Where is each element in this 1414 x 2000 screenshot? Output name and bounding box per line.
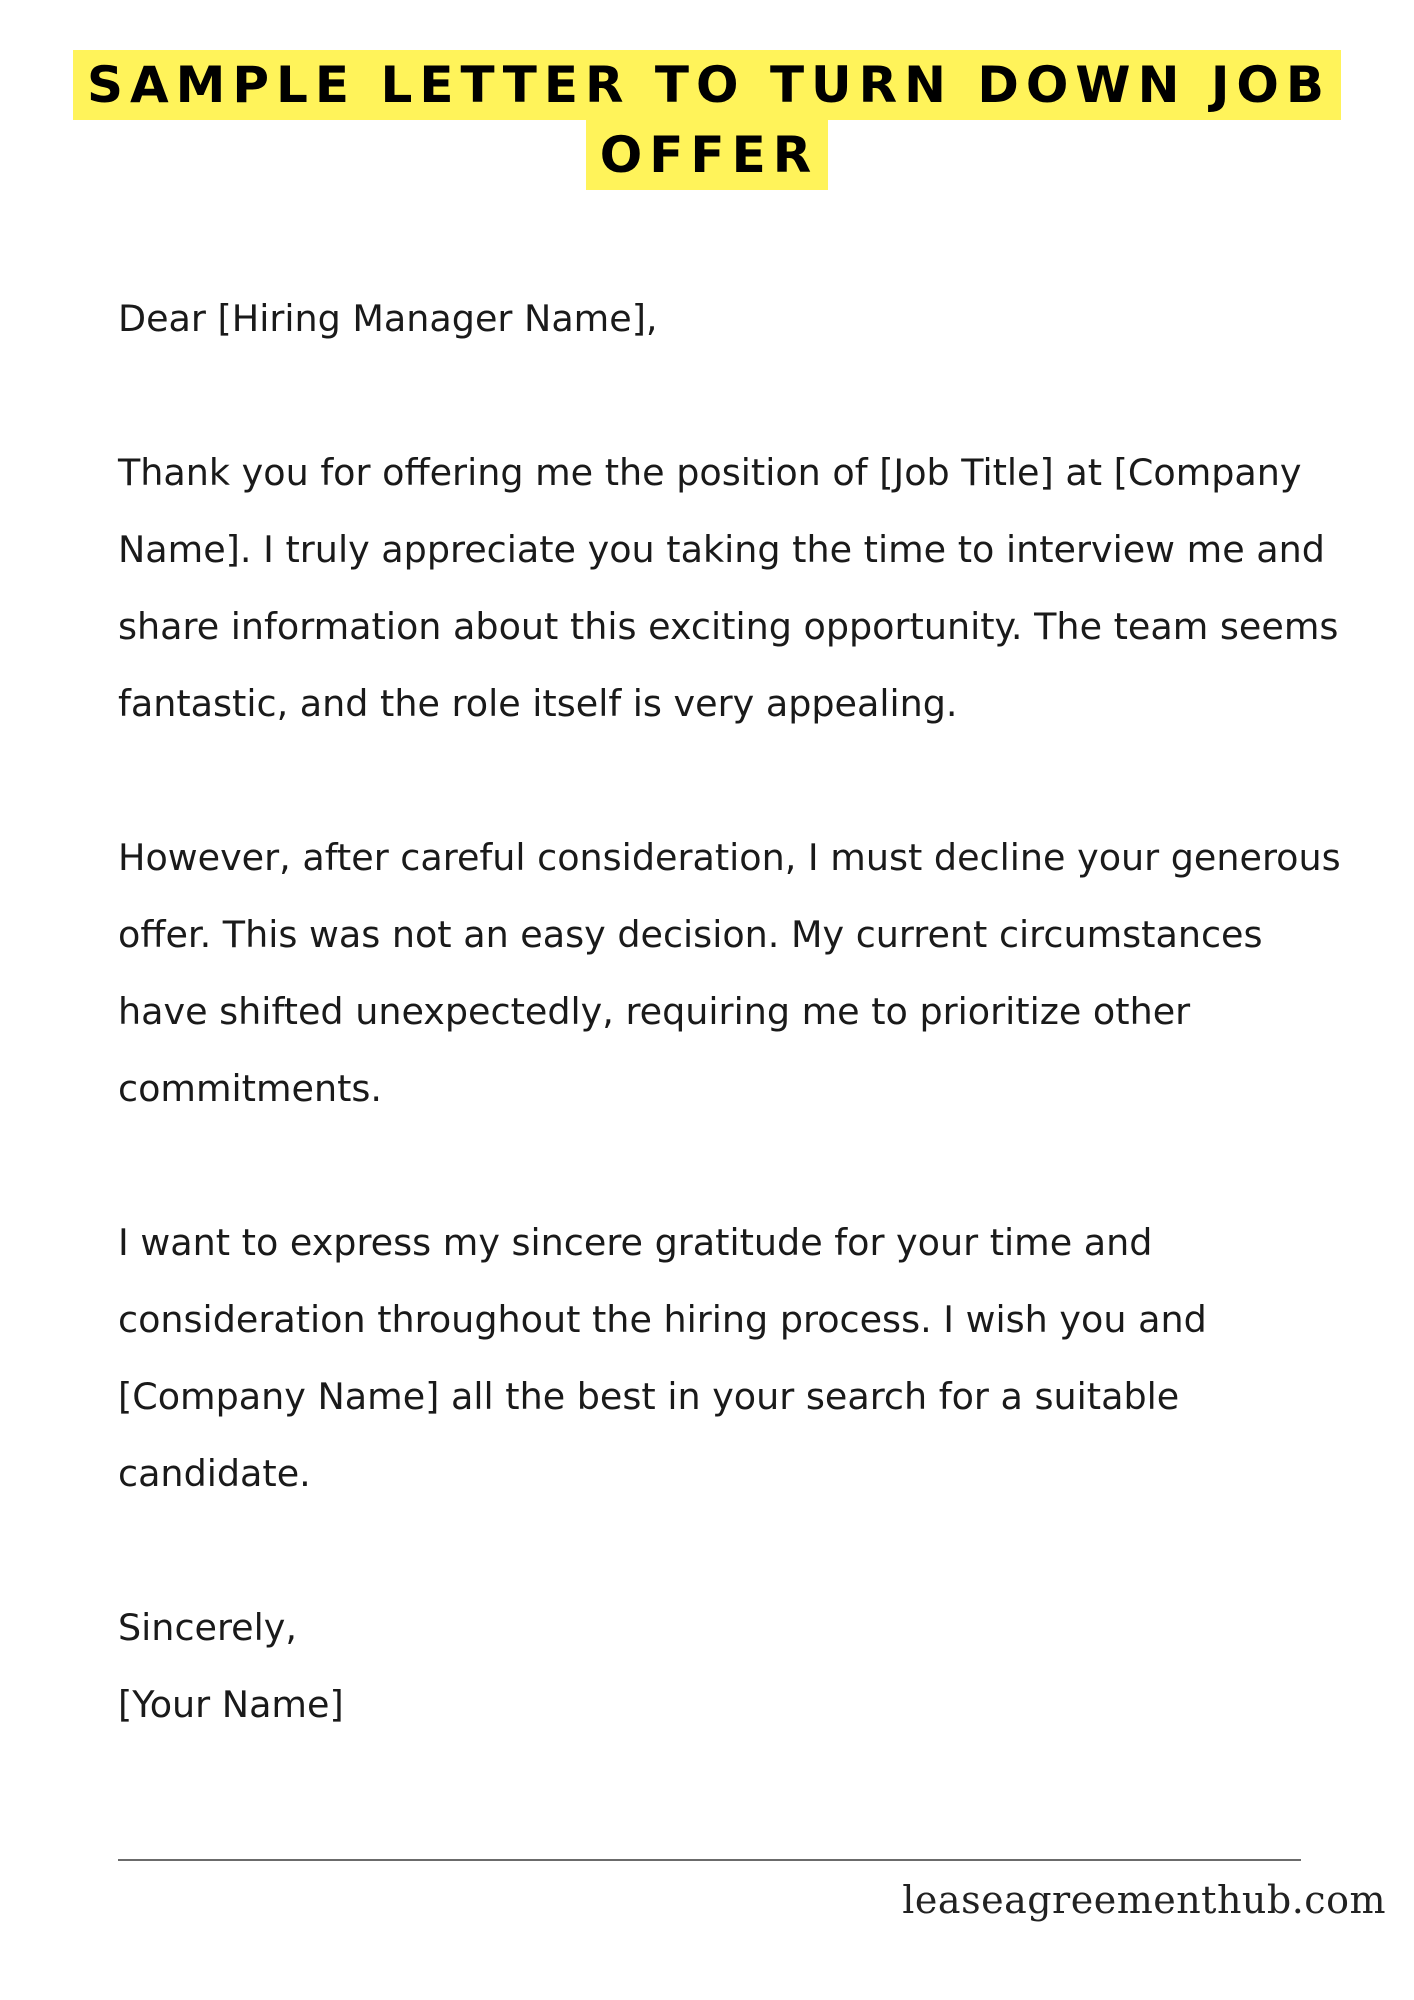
footer-site-name: leaseagreementhub.com	[902, 1878, 1386, 1922]
footer-divider	[118, 1859, 1301, 1861]
title-line-1: SAMPLE LETTER TO TURN DOWN JOB	[73, 50, 1341, 120]
signature: [Your Name]	[118, 1683, 344, 1726]
title-line-2: OFFER	[586, 120, 828, 190]
closing: Sincerely,	[118, 1606, 297, 1649]
salutation: Dear [Hiring Manager Name],	[118, 297, 658, 340]
letter-body	[118, 280, 1348, 1743]
paragraph-thanks: Thank you for offering me the position of [Job Title] at [Company Name]. I truly appreciate you taking the time to interview me and share information about this exciting opportunity. The team seems fantastic, and the role itself is very appealing.	[118, 451, 1339, 725]
paragraph-decline: However, after careful consideration, I must decline your generous offer. This was not an easy decision. My current circumstances have shifted unexpectedly, requiring me to prioritize other commitments.	[118, 836, 1341, 1110]
paragraph-gratitude: I want to express my sincere gratitude for your time and consideration throughout the hiring process. I wish you and [Company Name] all the best in your search for a suitable candidate.	[118, 1221, 1207, 1495]
page-title	[0, 50, 1414, 190]
